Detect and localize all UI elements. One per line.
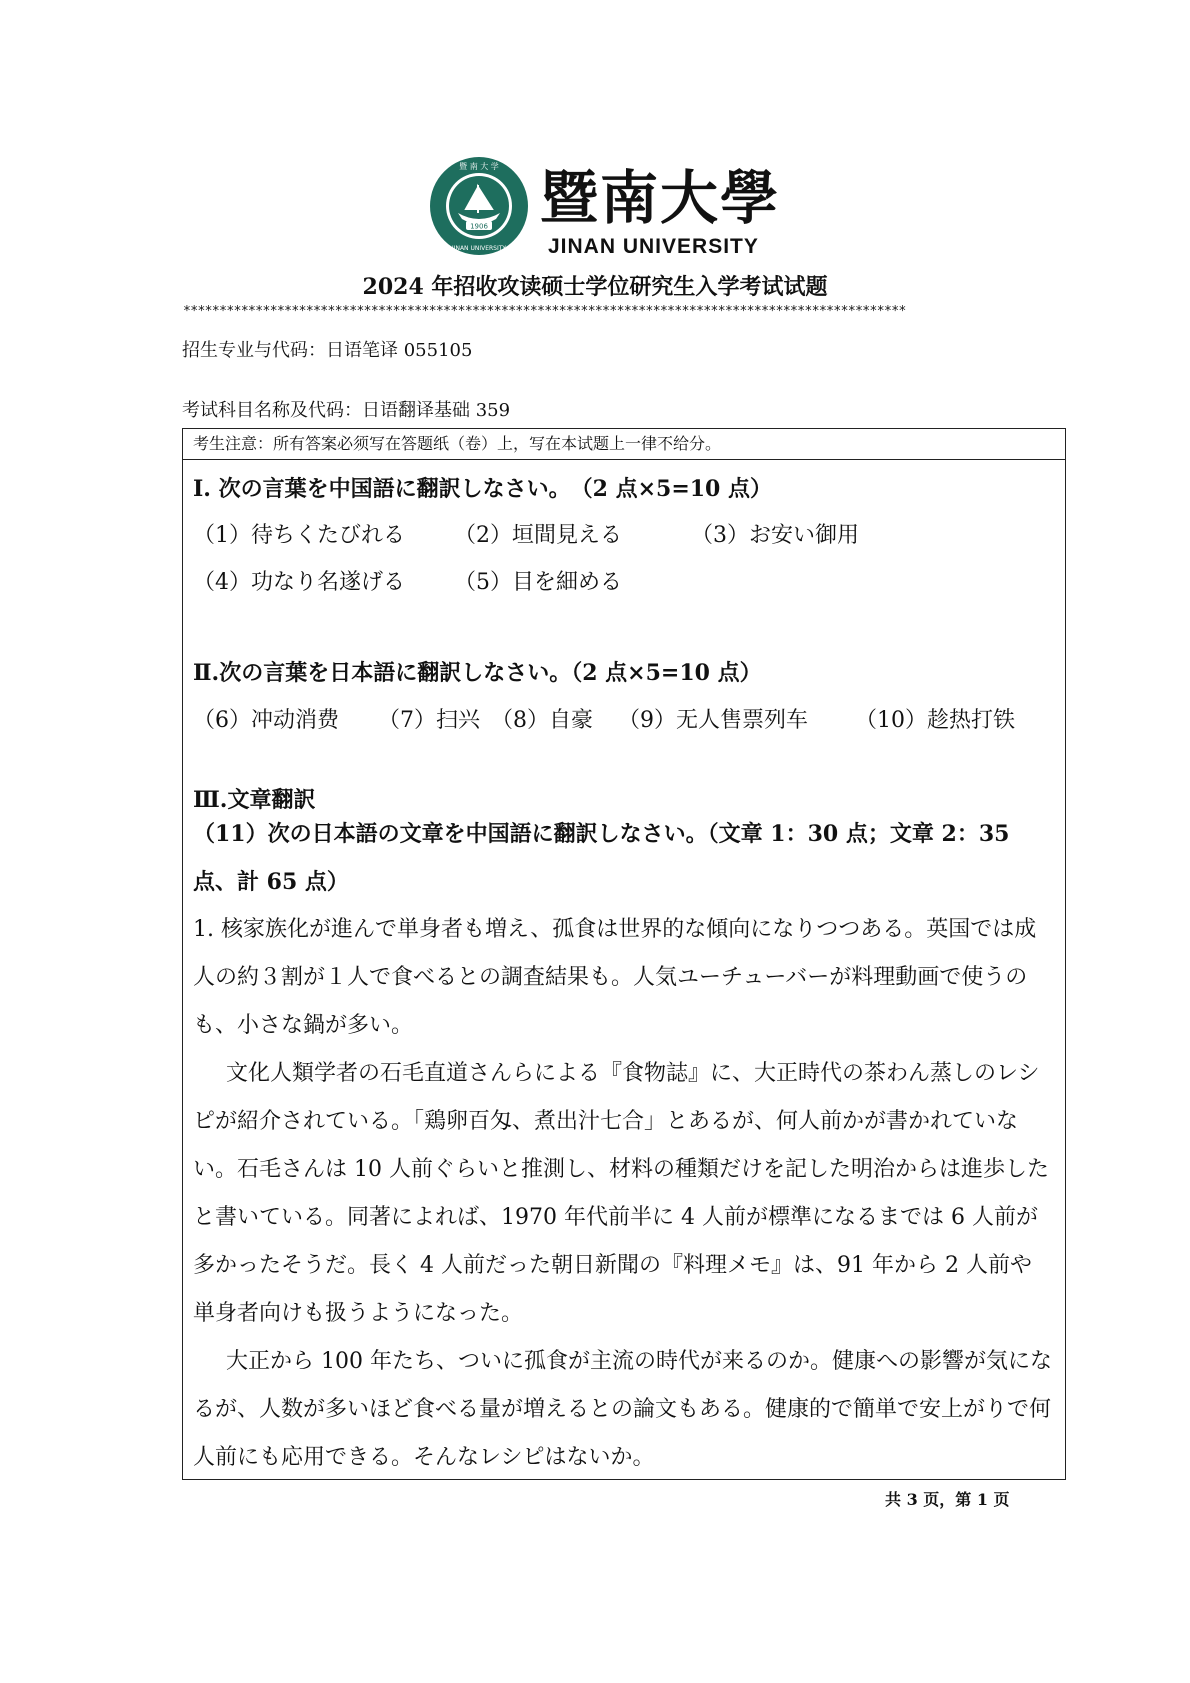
subject-code: 考试科目名称及代码：日语翻译基础 359 (182, 400, 511, 421)
section3-instruction (193, 810, 1053, 906)
svg-text:JINAN UNIVERSITY: JINAN UNIVERSITY (451, 245, 507, 252)
list-item: （2）垣間見える (454, 523, 622, 548)
section3-heading: Ⅲ.文章翻訳 (193, 787, 316, 813)
list-item: （3）お安い御用 (691, 523, 859, 548)
list-item: （10）趁热打铁 (855, 708, 1015, 733)
major-code: 招生专业与代码：日语笔译 055105 (182, 340, 473, 361)
svg-text:1906: 1906 (470, 222, 488, 231)
svg-text:暨 南 大 学: 暨 南 大 学 (459, 162, 499, 171)
section2-heading: Ⅱ.次の言葉を日本語に翻訳しなさい。（2 点×5=10 点） (193, 660, 762, 686)
list-item: （9）无人售票列车 (618, 708, 808, 733)
star-divider: **************************************************************************************************** (183, 305, 906, 319)
list-item: （4）功なり名遂げる (193, 570, 405, 595)
list-item: （6）冲动消费 (193, 708, 339, 733)
list-item: （1）待ちくたびれる (193, 523, 405, 548)
paragraph: 大正から 100 年たち、ついに孤食が主流の時代が来るのか。健康への影響が気になるが、人数が多いほど食べる量が増えるとの論文もある。健康的で簡単で安上がりで何人前にも応用できる。そんなレシピはないか。 (193, 1349, 1052, 1470)
section1-heading: I. 次の言葉を中国語に翻訳しなさい。 （2 点×5=10 点） (193, 476, 773, 502)
section1-row1 (193, 518, 859, 549)
section2-row (193, 703, 1015, 734)
instruction-text: （11）次の日本語の文章を中国語に翻訳しなさい。（文章 1：30 点；文章 2：35 点、計 65 点） (193, 821, 1010, 895)
paragraph: 文化人類学者の石毛直道さんらによる『食物誌』に、大正時代の茶わん蒸しのレシピが紹介されている。「鶏卵百匁、煮出汁七合」とあるが、何人前かが書かれていない。石毛さんは 10 人前ぐらいと推測し、材料の種類だけを記した明治からは進歩したと書いている。同著によれば、1970 年代前半に 4 人前が標準になるまでは 6 人前が多かったそうだ。長く 4 人前だった朝日新聞の『料理メモ』は、91 年から 2 人前や単身者向けも扱うようになった。 (193, 1061, 1049, 1326)
university-seal-icon (428, 155, 530, 257)
exam-title: 2024 年招收攻读硕士学位研究生入学考试试题 (362, 274, 828, 300)
page-number: 共 3 页，第 1 页 (885, 1490, 1010, 1509)
logo-chinese-name: 暨南大學 (540, 164, 781, 232)
university-logo (428, 155, 781, 265)
section1-row2 (193, 565, 622, 596)
exam-notice: 考生注意：所有答案必须写在答题纸（卷）上，写在本试题上一律不给分。 (183, 429, 1065, 460)
list-item: （8）自豪 (491, 708, 593, 733)
list-item: （5）目を細める (454, 570, 622, 595)
question-box (182, 428, 1066, 1480)
logo-english-name: JINAN UNIVERSITY (548, 235, 759, 258)
paragraph: 1. 核家族化が進んで単身者も増え、孤食は世界的な傾向になりつつある。英国では成人の約３割が１人で食べるとの調査結果も。人気ユーチューバーが料理動画で使うのも、小さな鍋が多い。 (193, 917, 1037, 1038)
list-item: （7）扫兴 (378, 708, 480, 733)
passage-1 (193, 906, 1053, 1482)
